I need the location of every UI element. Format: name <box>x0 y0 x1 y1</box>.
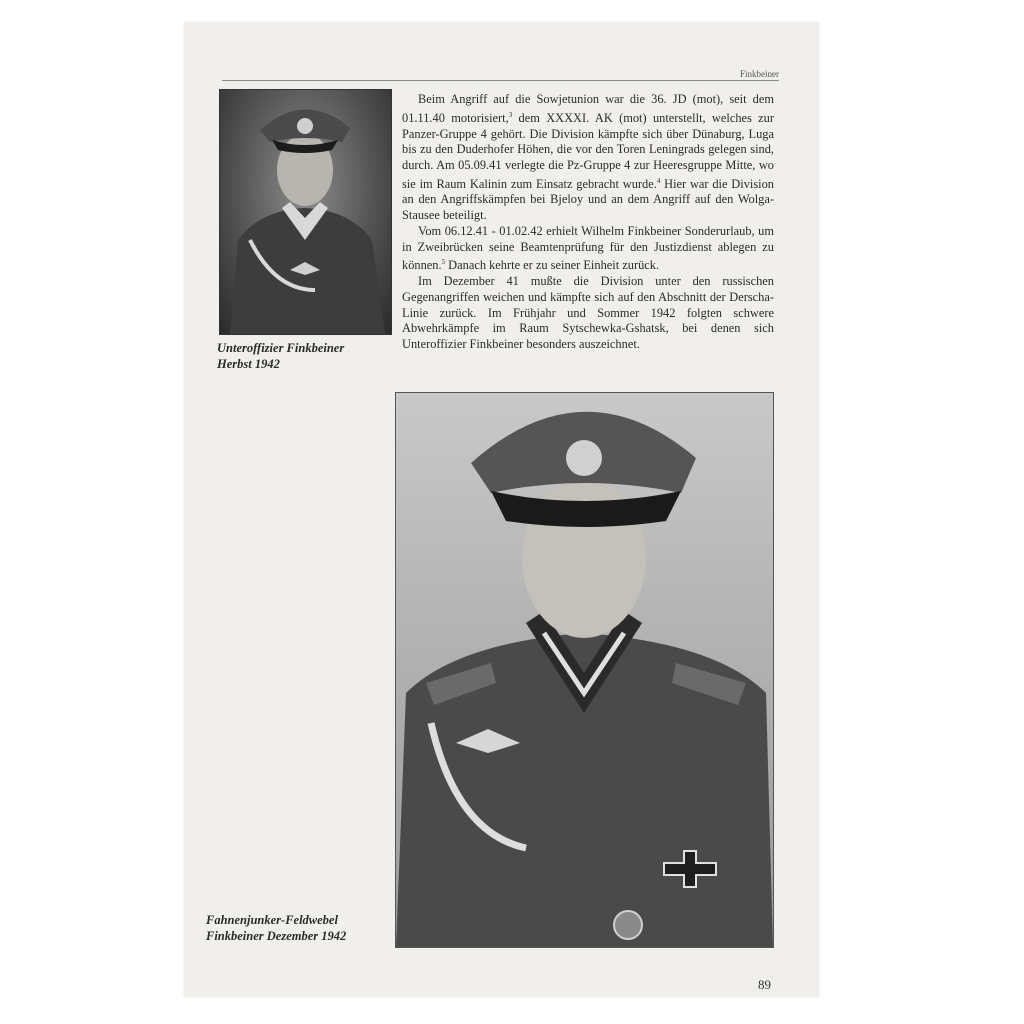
paragraph-text: Beim Angriff auf die Sowjetunion war die 36. JD (mot), seit dem 01.11.40 motorisiert, <box>402 92 774 125</box>
portrait-large-illustration <box>396 393 773 947</box>
caption-line: Unteroffizier Finkbeiner <box>217 341 345 355</box>
caption-small-photo <box>217 340 344 372</box>
paragraph-text: Vom 06.12.41 - 01.02.42 erhielt Wilhelm Finkbeiner Sonderurlaub, um in Zweibrücken seine Beamtenprüfung für den Justizdienst ablegen zu können. <box>402 223 774 273</box>
book-page <box>184 22 819 997</box>
footnote-ref: 4 <box>656 176 661 185</box>
paragraph <box>402 274 774 353</box>
paragraph-text: Danach kehrte er zu seiner Einheit zurück. <box>445 258 660 273</box>
portrait-small-illustration <box>220 90 391 334</box>
paragraph-text: Hier war die Division an den Angriffskämpfen bei Bjeloy und an dem Angriff auf den Wolga-Stausee beteiligt. <box>402 176 774 223</box>
running-head: Finkbeiner <box>740 69 779 79</box>
caption-line: Fahnenjunker-Feldwebel <box>206 913 338 927</box>
paragraph-text: Im Dezember 41 mußte die Division unter den russischen Gegenangriffen weichen und kämpfte sich auf den Abschnitt der Derscha-Linie zurück. Im Frühjahr und Sommer 1942 folgten schwere Abwehrkämpfe im Raum Sytschewka-Gshatsk, bei denen sich Unteroffizier Finkbeiner besonders auszeichnet. <box>402 274 774 351</box>
portrait-photo-small <box>219 89 392 335</box>
portrait-photo-large <box>395 392 774 948</box>
paragraph <box>402 224 774 274</box>
paragraph <box>402 92 774 224</box>
page-number: 89 <box>758 977 771 992</box>
footnote-ref: 3 <box>508 110 513 119</box>
paragraph-text: dem XXXXI. AK (mot) unterstellt, welches zur Panzer-Gruppe 4 gehört. Die Division kämpfte sich über Dünaburg, Luga bis zu den Duderhofer Höhen, die vor den Toren Leningrads gelegen sind, durch. Am 05.09.41 verlegte die Pz-Gruppe 4 zur Heeresgruppe Mitte, wo sie im Raum Kalinin zum Einsatz gebracht wurde. <box>402 110 774 191</box>
caption-large-photo <box>206 912 346 944</box>
body-text <box>402 92 774 353</box>
footnote-ref: 5 <box>441 258 446 267</box>
caption-line: Herbst 1942 <box>217 357 280 371</box>
header-rule <box>222 80 779 81</box>
caption-line: Finkbeiner Dezember 1942 <box>206 929 347 943</box>
